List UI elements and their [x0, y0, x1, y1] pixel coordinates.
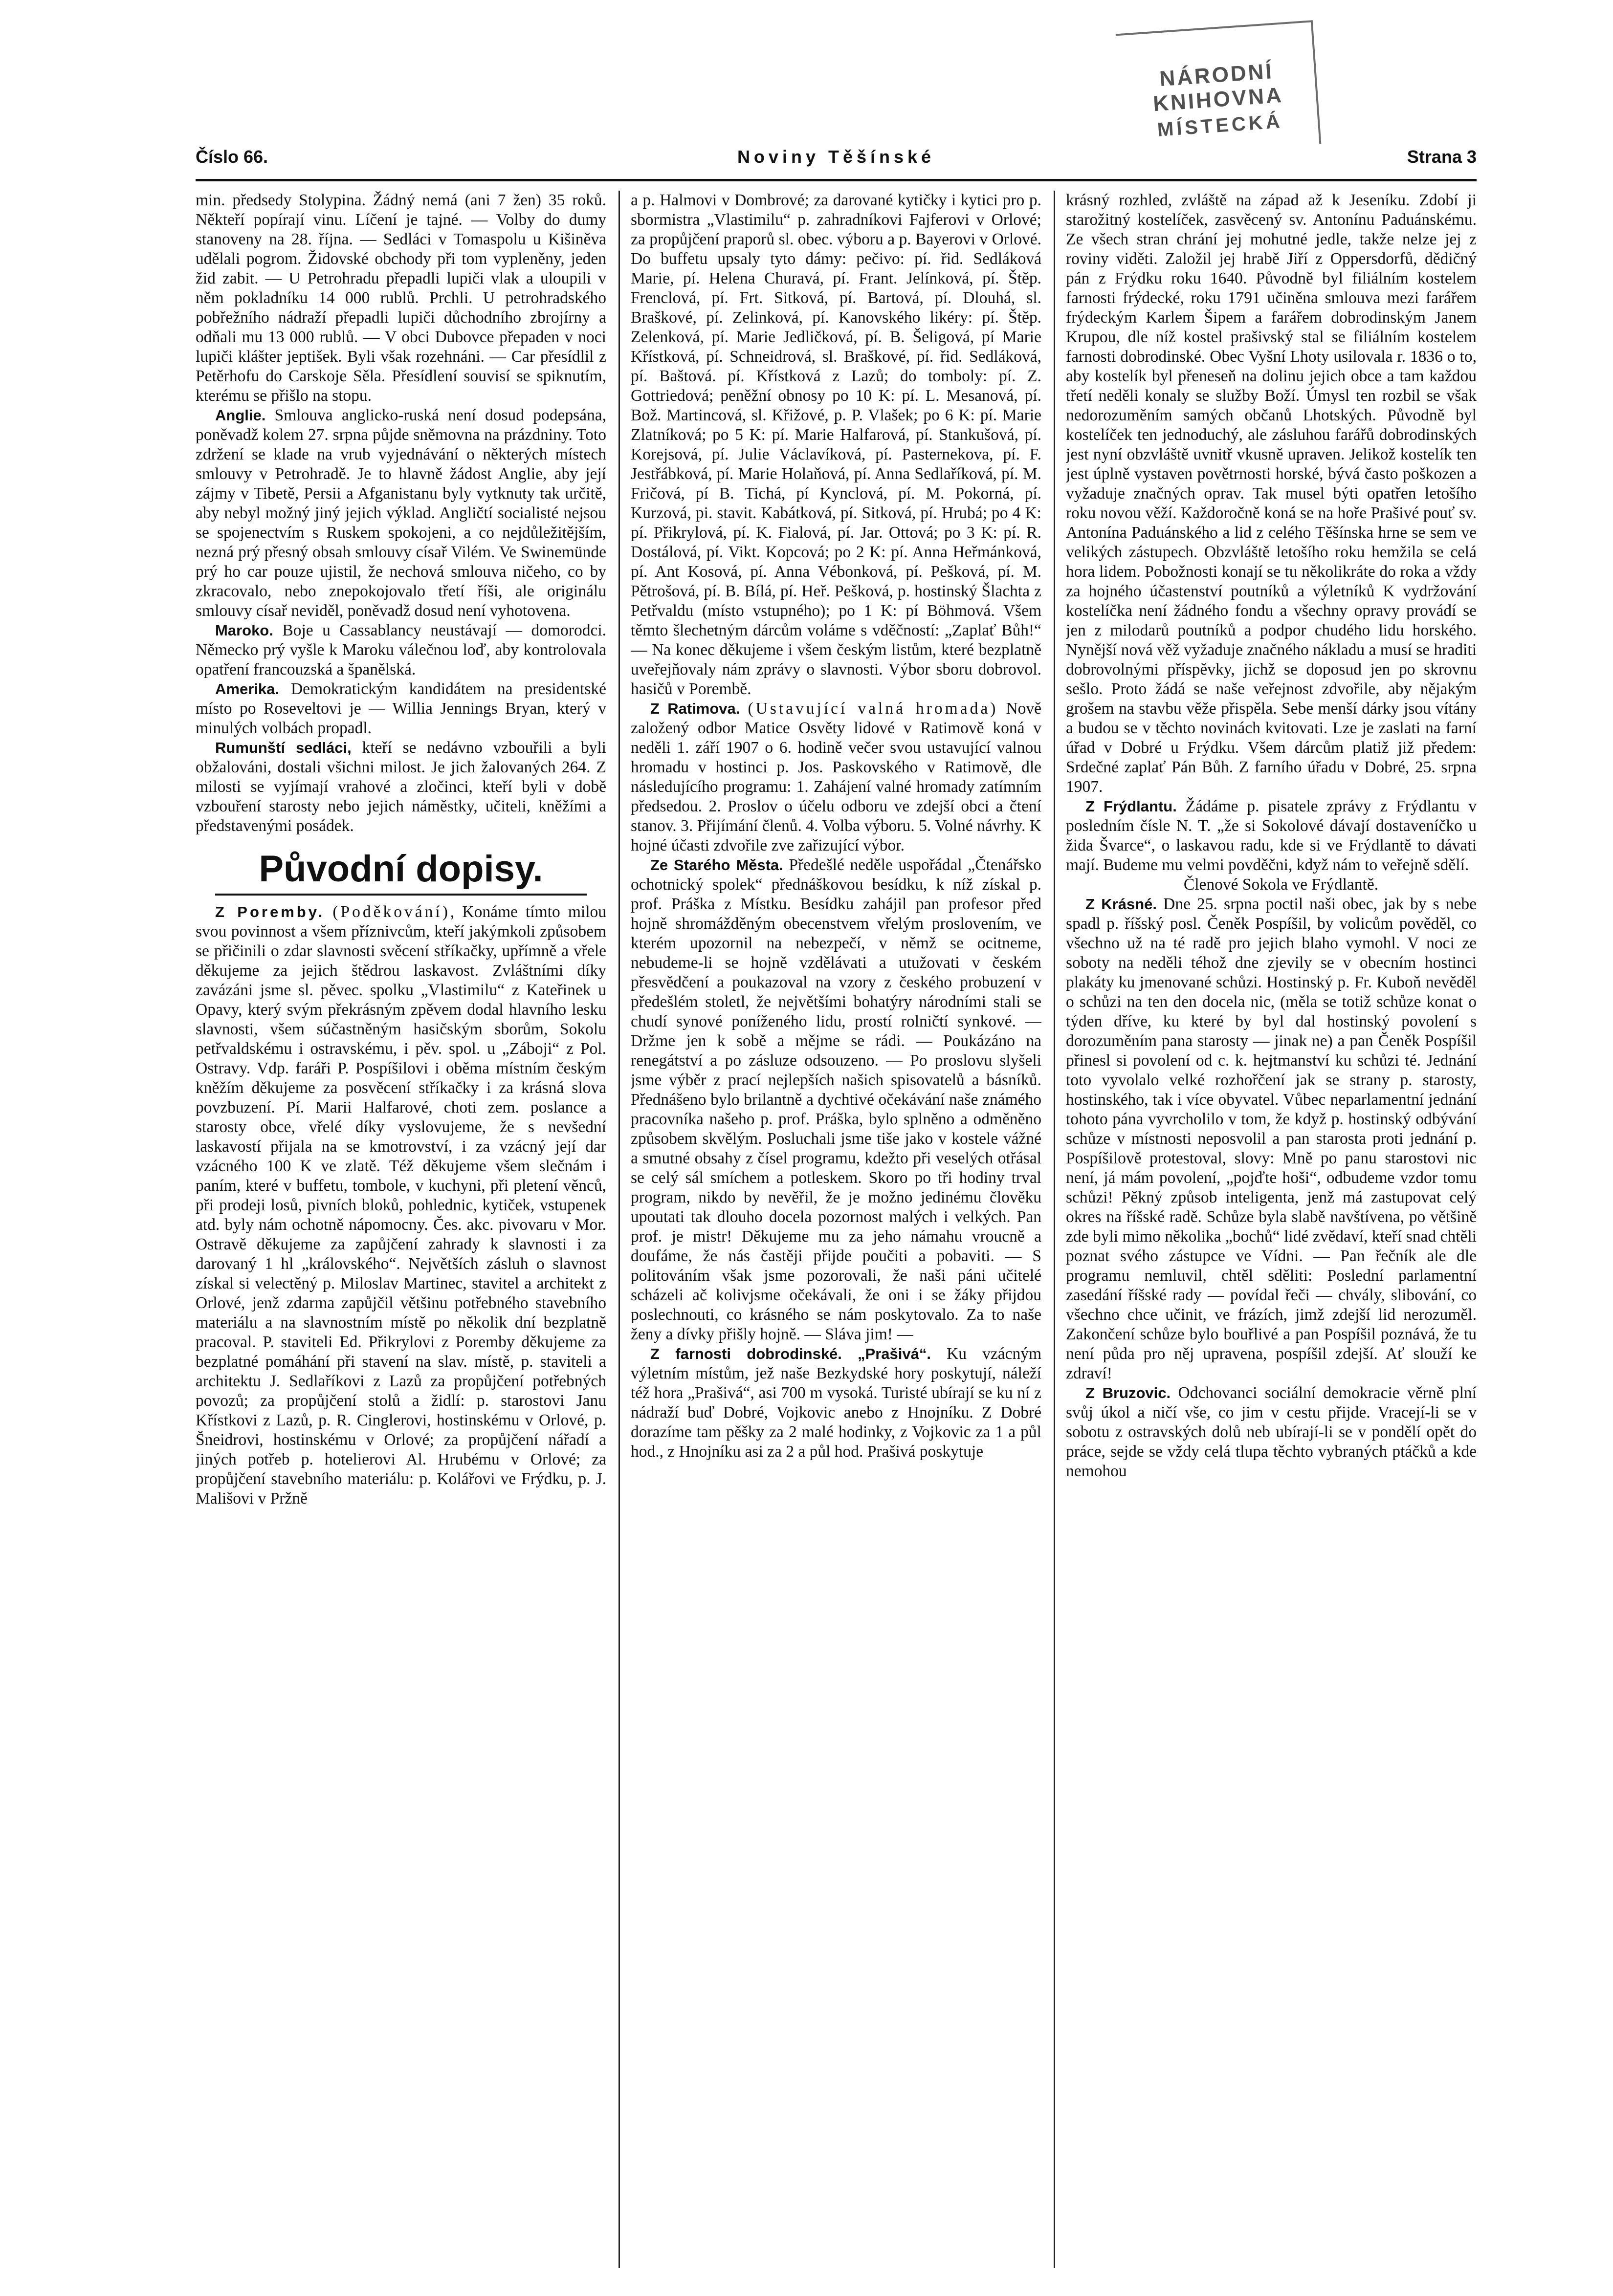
article-maroko	[196, 621, 606, 679]
article-rumunsko	[196, 738, 606, 836]
article-frydlant-place: Z Frýdlantu.	[1085, 798, 1177, 815]
header-rule	[196, 179, 1477, 181]
issue-number: Číslo 66.	[196, 147, 268, 167]
article-russia: min. předsedy Stolypina. Žádný nemá (ani 7 žen) 35 roků. Někteří popírají vinu. Líčení je tajné. — Volby do dumy stanoveny na 28. října. — Sedláci v Tomaspolu u Kišiněva udělali pogrom. Židovské obchody při tom vypleněny, jeden žid zabit. — U Petrohradu přepadli lupiči vlak a uloupili v něm pokladníku 14 000 rublů. Prchli. U petrohradského pobřežního nádraží přepadli lupiči důchodního zbrojírny a odňali mu 13 000 rublů. — V obci Dubovce přepaden v noci lupiči klášter jeptišek. Byli však rozehnáni. — Car přesídlil z Petěrhofu do Carskoje Sěla. Přesídlení souvisí se spiknutím, kterému se přišlo na stopu.	[196, 191, 606, 405]
article-poremba-sub: (Poděkování)	[332, 903, 450, 921]
article-maroko-body: Boje u Cassablancy neustávají — domorodci. Německo prý vyšle k Maroku válečnou loď, aby kontrolovala opatření francouzská a španělská.	[196, 621, 606, 678]
article-stare-mesto-place: Ze Starého Města.	[650, 856, 783, 874]
article-anglie-head: Anglie.	[215, 407, 266, 424]
article-dobra-body: Ku vzácným výletním místům, jež naše Bezkydské hory poskytují, náleží též hora „Prašivá“, asi 700 m vysoká. Turisté ubírají se ku ní z nádraží buď Dobré, Vojkovic anebo z Hnojníku. Z Dobré dorazíme tam pěšky za 2 malé hodinky, z Vojkovic za 1 a půl hod., z Hnojníku asi za 2 a půl hod. Prašivá poskytuje	[631, 1345, 1041, 1461]
article-frydlant-body: Žádáme p. pisatele zprávy z Frýdlantu v posledním čísle N. T. „že si Sokolové dávají dostaveníčko u žida Švarce“, o laskavou radu, kde si ve Frýdlantě to dávati mají. Budeme mu velmi povděčni, když nám to veřejně sdělí.	[1066, 797, 1477, 874]
article-dobra-place: Z farnosti dobrodinské.	[650, 1345, 842, 1362]
article-frydlant-signature: Členové Sokola ve Frýdlantě.	[1183, 875, 1379, 894]
article-rumunsko-body: kteří se nedávno vzbouřili a byli obžalováni, dostali všichni milost. Je jich žalovaných 264. Z milosti se vyjímají vrahové a zločinci, kteří byli v době vzbouření starosty nebo jejich náměstky, učiteli, kněžími a představenými posádek.	[196, 739, 606, 835]
article-ratimov	[631, 699, 1041, 855]
article-maroko-head: Maroko.	[215, 622, 273, 639]
article-rumunsko-head: Rumunští sedláci,	[215, 739, 352, 756]
article-stare-mesto-body: Předešlé neděle uspořádal „Čtenářsko ochotnický spolek“ přednáškovou besídku, k níž získal p. prof. Práška z Místku. Besídku zahájil pan profesor před hojně shromážděným obecenstvem vřelým proslovením, ve kterém upozornil na nebezpečí, v němž se ocitneme, nebudeme-li se hojně vzdělávati a utužovati v českém přesvědčení a poukazoval na vzory z českého probuzení v předešlém stoletl, že největšími bohatýry národními stali se chudí synové poníženého lidu, prostí rolničtí synkové. — Držme jen k sobě a mějme se rádi. — Poukázáno na renegátství a po zásluze odsouzeno. — Po proslovu slyšeli jsme výběr z prací nejlepších našich spisovatelů a básníků. Přednášeno bylo brilantně a dychtivé očekávání naše známého pracovníka našeho p. prof. Práška, bylo splněno a odměněno způsobem skvělým. Posluchali jsme tiše jako v kostele vážné a smutné obsahy z čísel programu, kdežto při veselých otřásal se celý sál smíchem a potleskem. Skoro po tři hodiny trval program, nikdo by nevěřil, že je možno jedinému člověku upoutati tak dlouho docela pozornost malých i velkých. Pan prof. je mistr! Děkujeme mu za jeho námahu vroucně a doufáme, že nás častěji přijde poučiti a pobaviti. — S politováním však jsme pozorovali, že naši páni učitelé scházeli ač kolivjsme očekávali, že oni i se žáky přijdou poslechnouti, co krásného se nám poskytovalo. Za to naše ženy a dívky přišly hojně. — Sláva jim! —	[631, 856, 1041, 1343]
article-anglie	[196, 406, 606, 621]
article-dobra-head: „Prašivá“.	[858, 1345, 931, 1362]
article-ratimov-body: Nově založený odbor Matice Osvěty lidové v Ratimově koná v neděli 1. září 1907 o 6. hodině večer svou ustavující valnou hromadu v hostinci p. Jos. Paskovského v Ratimově, dle následujícího programu: 1. Zahájení valné hromady zatímním předsedou. 2. Proslov o účelu odboru ve zdejší obci a čtení stanov. 3. Přijímání členů. 4. Volba výboru. 5. Volné návrhy. K hojné účasti zdvořile zve zařizující výbor.	[631, 700, 1041, 854]
library-stamp	[1116, 20, 1322, 158]
column-divider-2	[1054, 191, 1055, 2268]
article-krasna	[1066, 895, 1477, 1383]
page-number: Strana 3	[1407, 147, 1477, 167]
column-divider-1	[619, 191, 620, 2268]
article-amerika	[196, 679, 606, 738]
article-amerika-head: Amerika.	[215, 680, 279, 698]
newspaper-title: Noviny Těšínské	[737, 147, 935, 167]
section-title: Původní dopisy.	[259, 848, 543, 890]
article-amerika-body: Demokratickým kandidátem na presidentské místo po Roseveltovi je — Willia Jennings Bryan, který v minulých volbách propadl.	[196, 680, 606, 737]
article-bruzovice	[1066, 1383, 1477, 1481]
article-frydlant	[1066, 797, 1477, 875]
column-1	[196, 191, 606, 2268]
article-anglie-body: Smlouva anglicko-ruská není dosud podepsána, poněvadž kolem 27. srpna půjde sněmovna na prázdniny. Toto zdržení se klade na vrub vyjednávání o některých místech smlouvy v Petrohradě. Je to hlavně žádost Anglie, aby její zájmy v Tibetě, Persii a Afganistanu byly vytknuty tak určitě, aby nebyl možný jiný jejich výklad. Angličtí socialisté nejsou se spojenectvím s Ruskem spokojeni, a co nejdůležitějším, nezná prý přesný obsah smlouvy císař Vilém. Ve Swinemünde prý ho car pouze ujistil, že nechová smlouva ničeho, co by zkracovalo, nebo znepokojovalo třetí říši, ale originálu smlouvy císař neviděl, poněvadž dosud není vyhotovena.	[196, 406, 606, 620]
article-dobra	[631, 1344, 1041, 1462]
article-ratimov-sub: (Ustavující valná hromada)	[748, 700, 998, 718]
article-stare-mesto	[631, 855, 1041, 1344]
article-poremba-cont: a p. Halmovi v Dombrové; za darované kytičky i kytici pro p. sbormistra „Vlastimilu“ p. zahradníkovi Fajferovi v Orlové; za propůjčení praporů sl. obec. výboru a p. Bayerovi v Orlové. Do buffetu upsaly tyto dámy: pečivo: pí. řid. Sedláková Marie, pí. Helena Churavá, pí. Frant. Jelínková, pí. Štěp. Frenclová, pí. Frt. Sitková, pí. Bartová, pí. Dlouhá, sl. Braškové, pí. Zelinková, pí. Kanovského likéry: pí. Štěp. Zelenková, pí. Marie Jedličková, pí. B. Šeligová, pí Marie Křístková, pí. Schneidrová, sl. Braškové, pí. řid. Sedláková, pí. Baštová. pí. Křístková z Lazů; do tomboly: pí. Z. Gottriedová; peněžní obnosy po 10 K: pí. L. Mesanová, pí. Bož. Martincová, sl. Křižové, p. P. Vlašek; po 6 K: pí. Marie Zlatníková; po 5 K: pí. Marie Halfarová, pí. Stankušová, pí. Korejsová, pí. Julie Václavíková, pí. Pasternekova, pí. F. Jestřábková, pí. Marie Holaňová, pí. Anna Sedlaříková, pí. M. Fričová, pí B. Tichá, pí Kynclová, pí. M. Pokorná, pí. Kurzová, pi. stavit. Kabátková, pí. Sitková, pí. Hrubá; po 4 K: pí. Přikrylová, pí. K. Fialová, pí. Jar. Ottová; po 3 K: pí. R. Dostálová, pí. Vikt. Kopcová; po 2 K: pí. Anna Heřmánková, pí. Ant Kosová, pí. Anna Vébonková, pí. Pešková, pí. M. Pětrošová, pí. B. Bílá, pí. Heř. Pešková, p. hostinský Šlachta z Petřvaldu (místo vstupného); po 1 K: pí Böhmová. Všem těmto šlechetným dárcům voláme s vděčností: „Zaplať Bůh!“ — Na konec děkujeme i všem českým listům, které bezplatně uveřejňovaly nám zprávy o slavnosti. Výbor sboru dobrovol. hasičů v Porembě.	[631, 191, 1041, 698]
article-krasna-body: Dne 25. srpna poctil naši obec, jak by s nebe spadl p. říšský posl. Čeněk Pospíšil, by volicům pověděl, co všechno už na té radě pro jejich blaho vymohl. V noci ze soboty na neděli téhož dne zjevily se v obecním hostinci plakáty ku jmenované schůzi. Hostinský p. Fr. Kuboň nevěděl o schůzi na ten den docela nic, (měla se totiž schůze konat o týden dříve, ku které by byl dal hostinský povolení s dorozuměním pana starosty — jinak ne) a pan Čeněk Pospíšil přinesl si povolení od c. k. hejtmanství ku schůzi té. Jednání toto vyvolalo velké rozhořčení jak se strany p. starosty, hostinského, tak i více obyvatel. Vůbec neparlamentní jednání tohoto pána vyvrcholilo v tom, že když p. hostinský odbývání schůze v místnosti neposvolil a pan starosta proti jednání p. Pospíšilově protestoval, slovy: Mně po panu starostovi nic není, já mám povolení, „pojďte hoši“, odbudeme vzdor tomu schůzi! Pěkný způsob inteligenta, jenž má zastupovat celý okres na říšské radě. Schůze byla slabě navštívena, po většině zde byli mimo několika „bochů“ lidé zvědaví, kteří snad chtěli poznat svého zástupce ve Vídni. — Pan řečník ale dle programu nemluvil, chtěl sděliti: Poslední parlamentní zasedání říšské rady — povídal řeči — chvály, slibování, co všechno chce učinit, ve frázích, jimž zdejší lid nerozuměl. Zakončení schůze bylo bouřlivé a pan Pospíšil poznává, že tu není půda pro něj upravena, pospíšil zdejší. Ať slouží ke zdraví!	[1066, 895, 1477, 1382]
article-poremba-body: , Konáme tímto milou svou povinnost a všem příznivcům, kteří jakýmkoli způsobem se přičinili o zdar slavnosti svěcení stříkačky, upřímně a vřele děkujeme za jejich štědrou laskavost. Zvláštními díky zavázáni jsme sl. pěvec. spolku „Vlastimilu“ z Kateřinek u Opavy, který svým překrásným zpěvem dodal hlavního lesku slavnosti, všem súčastněným hasičským sborům, Sokolu petřvaldskému i ostravskému, i pěv. spol. u „Záboji“ z Pol. Ostravy. Vdp. faráři P. Pospíšilovi i oběma místním českým kněžím děkujeme za posvěcení stříkačky i za krásná slova povzbuzení. Pí. Marii Halfarové, choti zem. poslance a starosty obce, vřelé díky vyslovujeme, že s nevšední laskavostí přijala na se kmotrovství, i za vzácný její dar vzácného 100 K ve zlatě. Též děkujeme všem slečnám i paním, které v buffetu, tombole, v kuchyni, při pletení věnců, při prodeji losů, pivních bloků, pohlednic, kytiček, vstupenek atd. byly nám ochotně nápomocny. Čes. akc. pivovaru v Mor. Ostravě děkujeme za zapůjčení zahrady k slavnosti i za darovaný 1 hl „královského“. Největších zásluh o slavnost získal si velectěný p. Miloslav Martinec, stavitel a architekt z Orlové, jenž zdarma zapůjčil většinu potřebného stavebního materiálu a na slavnostním místě po několik dní bezplatně pracoval. P. staviteli Ed. Přikrylovi z Poremby děkujeme za bezplatné pomáhání při stavení na slav. místě, p. staviteli a architektu J. Sedlaříkovi z Lazů za propůjčení potřebných povozů; za propůjčení stolů a židlí: p. starostovi Janu Křístkovi z Lazů, p. R. Cinglerovi, hostinskému v Orlové, p. Šneidrovi, hostinskému v Orlové; za propůjčení nářadí a jiných potřeb p. hotelierovi Al. Hrubému v Orlové; za propůjčení stavebního materiálu: p. Kolářovi ve Frýdku, p. J. Mališovi v Pržně	[196, 903, 606, 1508]
article-poremba	[196, 902, 606, 1509]
article-poremba-place: Z Poremby.	[215, 903, 325, 920]
article-bruzovice-body: Odchovanci sociální demokracie věrně plní svůj úkol a ničí vše, co jim v cestu přijde. Vracejí-li se v sobotu z ostravských dolů neb ubírají-li se v pondělí opět do práce, sejde se vždy celá tlupa těchto vybraných ptáčků a kde nemohou	[1066, 1384, 1477, 1480]
column-2	[631, 191, 1041, 2268]
article-ratimov-place: Z Ratimova.	[650, 700, 740, 717]
stamp-line-2: MÍSTECKÁ	[1156, 110, 1283, 141]
article-krasna-place: Z Krásné.	[1085, 896, 1157, 913]
column-3	[1066, 191, 1477, 2268]
article-dobra-cont: krásný rozhled, zvláště na západ až k Jeseníku. Zdobí ji starožitný kostelíček, zasvěcený sv. Antonínu Paduánskému. Ze všech stran chrání jej mohutné jedle, takže nelze jej z roviny viděti. Založil jej hrabě Jiří z Oppersdorfů, dědičný pán z Frýdku roku 1640. Původně byl filiálním kostelem farnosti frýdecké, roku 1791 učiněna smlouva mezi farářem frýdeckým Karlem Šipem a farářem dobrodinským Janem Krupou, dle níž kostel prašivský stal se filiálním kostelem farnosti dobrodinské. Obec Vyšní Lhoty usilovala r. 1836 o to, aby kostelík byl přeneseň na dolinu jejich obce a tam každou třetí neděli konaly se služby Boží. Úmysl ten rozbil se však nedorozuměním samých občanů Lhotských. Původně byl kostelíček ten jednoduchý, ale zásluhou farářů dobrodinských jest nyní obzvláště uvnitř vkusně upraven. Jelikož kostelík ten jest úplně vystaven povětrnosti horské, bývá často poškozen a vyžaduje značných oprav. Tak musel býti opatřen letošího roku novou věží. Každoročně koná se na hoře Prašivé pouť sv. Antonína Paduánského a lid z celého Těšínska hrne se sem ve velikých zástupech. Obzvláště letošího roku hemžila se celá hora lidem. Pobožnosti konají se tu několikráte do roka a vždy za hojného účastenství poutníků a výletníků K vydržování kostelíčka není žádného fondu a všechny opravy provádí se jen z milodarů poutníků a podpor chudého lidu horského. Nynější nová věž vyžaduje značného nákladu a musí se hraditi dobrovolnými příspěvky, jichž se doposud jen po skrovnu sešlo. Proto žádá se naše veřejnost zdvořile, aby nějakým grošem na stavbu věže přispěla. Sebe menší dárky jsou vítány a budou se v těchto novinách kvitovati. Lze je zaslati na farní úřad v Dobré u Frýdku. Všem dárcům platiž již předem: Srdečné zaplať Pán Bůh. Z farního úřadu v Dobré, 25. srpna 1907.	[1066, 191, 1477, 796]
stamp-line-1: NÁRODNÍ KNIHOVNA	[1152, 59, 1284, 116]
article-bruzovice-place: Z Bruzovic.	[1085, 1384, 1171, 1401]
page-header	[196, 147, 1477, 171]
section-rule	[215, 894, 587, 896]
